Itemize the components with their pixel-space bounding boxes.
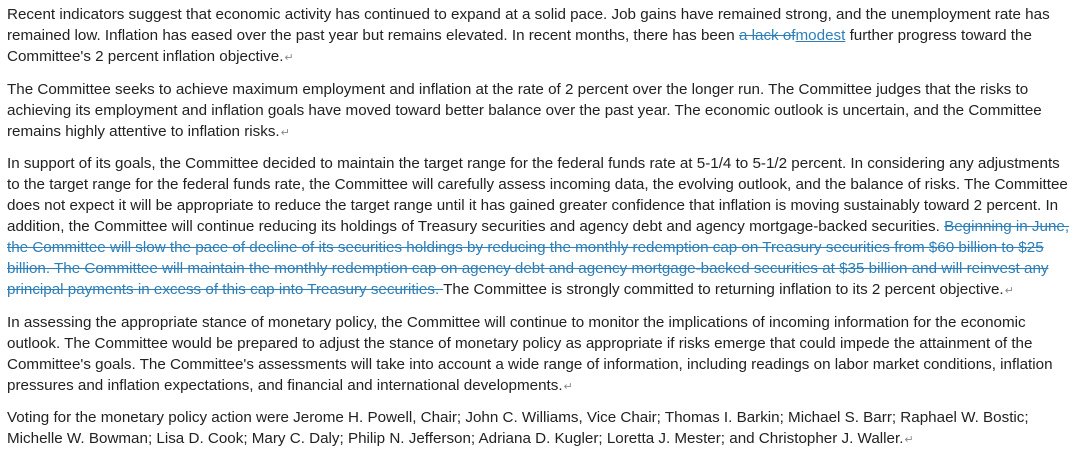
paragraph-mark-icon: ↵ bbox=[904, 433, 914, 446]
p1-inserted-text: modest bbox=[795, 27, 846, 44]
paragraph-mark-icon: ↵ bbox=[563, 379, 573, 393]
paragraph-mark-icon: ↵ bbox=[284, 51, 294, 64]
paragraph-3 bbox=[7, 153, 1072, 301]
p3-text-before: In support of its goals, the Committee decided to maintain the target range for the federal funds rate at 5-1/4 to 5-1/2 percent. In considering any adjustments to the target range for the federal funds rate, the Committee will carefully assess incoming data, the evolving outlook, and the balance of risks. The Committee does not expect it will be appropriate to reduce the target range until it has gained greater confidence that inflation is moving sustainably toward 2 percent. In addition, the Committee will continue reducing its holdings of Treasury securities and agency debt and agency mortgage-backed securities. bbox=[7, 155, 1068, 235]
paragraph-1 bbox=[7, 4, 1072, 68]
p1-deleted-text: a lack of bbox=[738, 27, 796, 44]
p3-deleted-text: Beginning in June, the Committee will slow the pace of decline of its securities holdings by reducing the monthly redemption cap on Treasury securities from $60 billion to $25 billion. The Committee will maintain the monthly redemption cap on agency debt and agency mortgage-backed securities at $35 billion and will reinvest any principal payments in excess of this cap into Treasury securities. bbox=[7, 218, 1070, 298]
p1-text-after: further progress toward the Committee's 2 percent inflation objective. bbox=[7, 27, 1032, 65]
p3-text-after: The Committee is strongly committed to returning inflation to its 2 percent objective. bbox=[443, 281, 1004, 298]
paragraph-5 bbox=[7, 407, 1072, 450]
paragraph-2 bbox=[7, 79, 1072, 143]
p2-text: The Committee seeks to achieve maximum employment and inflation at the rate of 2 percent over the longer run. The Committee judges that the risks to achieving its employment and inflation goals have moved toward better balance over the past year. The economic outlook is uncertain, and the Committee remains highly attentive to inflation risks. bbox=[7, 80, 1042, 140]
paragraph-mark-icon: ↵ bbox=[1004, 284, 1014, 297]
p1-text-before: Recent indicators suggest that economic activity has continued to expand at a solid pace. Job gains have remained strong, and the unemployment rate has remained low. Inflation has eased over the past year but remains elevated. In recent months, there has been bbox=[7, 6, 1050, 44]
p5-text: Voting for the monetary policy action were Jerome H. Powell, Chair; John C. Williams, Vice Chair; Thomas I. Barkin; Michael S. Barr; Raphael W. Bostic; Michelle W. Bowman; Lisa D. Cook; Mary C. Daly; Philip N. Jefferson; Adriana D. Kugler; Loretta J. Mester; and Christopher J. Waller. bbox=[7, 409, 1029, 447]
p4-text: In assessing the appropriate stance of monetary policy, the Committee will continue to monitor the implications of incoming information for the economic outlook. The Committee would be prepared to adjust the stance of monetary policy as appropriate if risks emerge that could impede the attainment of the Committee's goals. The Committee's assessments will take into account a wide range of information, including readings on labor market conditions, inflation pressures and inflation expectations, and financial and international developments. bbox=[7, 313, 1053, 394]
paragraph-4 bbox=[7, 312, 1072, 397]
paragraph-mark-icon: ↵ bbox=[280, 125, 290, 139]
